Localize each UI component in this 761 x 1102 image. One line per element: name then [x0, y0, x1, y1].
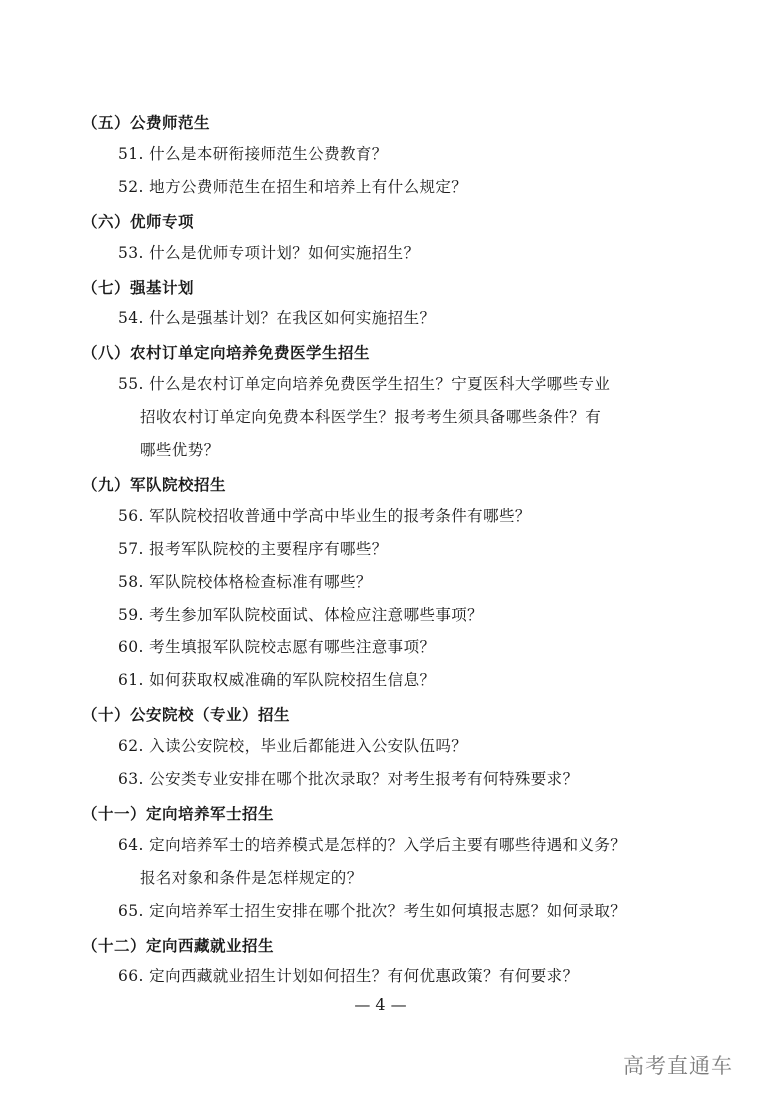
question-item	[118, 566, 372, 599]
question-text: 58. 军队院校体格检查标准有哪些？	[118, 572, 372, 591]
question-text: 57. 报考军队院校的主要程序有哪些？	[118, 539, 388, 558]
section-heading: （十二）定向西藏就业招生	[82, 936, 275, 955]
question-text: 60. 考生填报军队院校志愿有哪些注意事项？	[118, 638, 436, 657]
question-item	[118, 500, 531, 533]
question-text: 62. 入读公安院校，毕业后都能进入公安队伍吗？	[118, 737, 468, 756]
watermark: 高考直通车	[623, 1054, 733, 1078]
section-heading: （九）军队院校招生	[82, 475, 227, 494]
question-text: 51. 什么是本研衔接师范生公费教育？	[118, 144, 388, 163]
question-item	[118, 302, 435, 335]
section-heading: （十）公安院校（专业）招生	[82, 706, 291, 725]
question-text: 66. 定向西藏就业招生计划如何招生？有何优惠政策？有何要求？	[118, 967, 579, 986]
question-item	[118, 599, 483, 632]
section-heading: （七）强基计划	[82, 278, 195, 297]
section-heading: （十一）定向培养军士招生	[82, 804, 275, 823]
question-text-continued: 招收农村订单定向免费本科医学生？报考考生须具备哪些条件？有	[140, 408, 602, 427]
question-item	[118, 171, 467, 204]
question-text: 54. 什么是强基计划？在我区如何实施招生？	[118, 309, 436, 328]
question-text: 63. 公安类专业安排在哪个批次录取？对考生报考有何特殊要求？	[118, 770, 579, 788]
question-item	[118, 631, 435, 664]
question-text: 61. 如何获取权威准确的军队院校招生信息？	[118, 671, 436, 690]
question-item	[118, 664, 435, 697]
section-heading: （六）优师专项	[82, 212, 195, 231]
section-heading: （八）农村订单定向培养免费医学生招生	[82, 344, 371, 363]
question-text: 56. 军队院校招收普通中学高中毕业生的报考条件有哪些？	[118, 506, 531, 525]
page-number: — 4 —	[354, 995, 407, 1014]
question-text: 53. 什么是优师专项计划？如何实施招生？	[118, 243, 420, 262]
question-item	[118, 138, 388, 171]
question-text: 64. 定向培养军士的培养模式是怎样的？入学后主要有哪些待遇和义务？	[118, 835, 627, 854]
question-text-continued: 哪些优势？	[140, 441, 220, 459]
question-text: 59. 考生参加军队院校面试、体检应注意哪些事项？	[118, 605, 484, 624]
section-heading: （五）公费师范生	[82, 114, 211, 132]
question-item	[118, 763, 578, 796]
question-text: 65. 定向培养军士招生安排在哪个批次？考生如何填报志愿？如何录取？	[118, 901, 627, 920]
question-text: 52. 地方公费师范生在招生和培养上有什么规定？	[118, 177, 468, 196]
question-item	[118, 895, 626, 928]
question-item	[118, 533, 388, 566]
question-item	[118, 237, 419, 270]
question-item	[118, 829, 626, 895]
question-item	[118, 960, 578, 993]
question-item	[118, 730, 467, 763]
question-text: 55. 什么是农村订单定向培养免费医学生招生？宁夏医科大学哪些专业	[118, 375, 611, 394]
question-text-continued: 报名对象和条件是怎样规定的？	[140, 868, 363, 887]
question-item	[118, 368, 610, 467]
